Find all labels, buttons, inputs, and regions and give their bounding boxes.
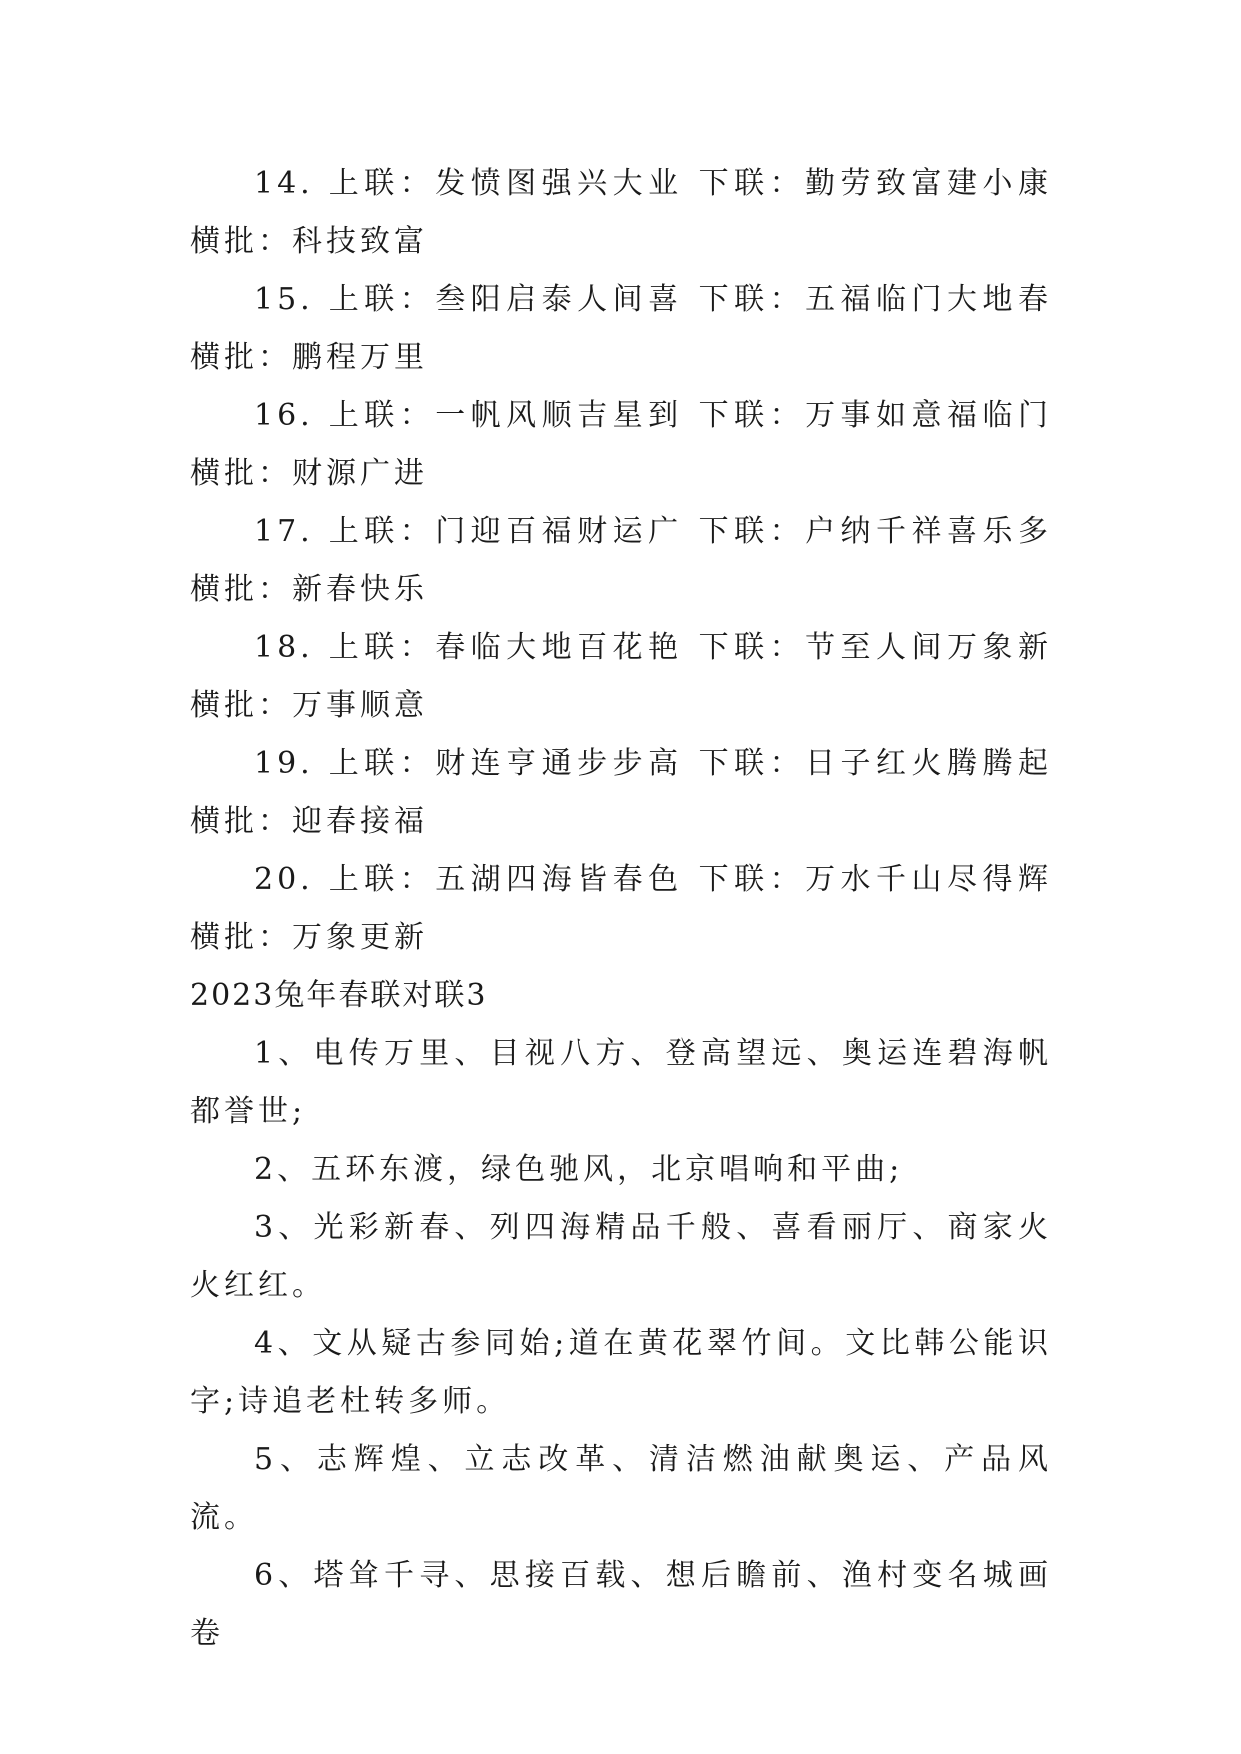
couplet-item-3: 3、光彩新春、列四海精品千般、喜看丽厅、商家火火红红。	[190, 1210, 1052, 1303]
document-body	[190, 155, 1052, 1663]
couplet-item-4: 4、文从疑古参同始;道在黄花翠竹间。文比韩公能识字;诗追老杜转多师。	[190, 1326, 1052, 1419]
couplet-paragraph-16: 16. 上联：一帆风顺吉星到 下联：万事如意福临门 横批：财源广进	[190, 398, 1052, 491]
couplet-paragraph-14: 14. 上联：发愤图强兴大业 下联：勤劳致富建小康 横批：科技致富	[190, 166, 1052, 259]
couplet-paragraph-19: 19. 上联：财连亨通步步高 下联：日子红火腾腾起 横批：迎春接福	[190, 746, 1052, 839]
couplet-paragraph-18: 18. 上联：春临大地百花艳 下联：节至人间万象新 横批：万事顺意	[190, 630, 1052, 723]
couplet-item-2: 2、五环东渡，绿色驰风，北京唱响和平曲;	[254, 1152, 904, 1187]
couplet-item-5: 5、志辉煌、立志改革、清洁燃油献奥运、产品风流。	[190, 1442, 1052, 1535]
section-heading: 2023兔年春联对联3	[190, 978, 488, 1013]
couplet-paragraph-17: 17. 上联：门迎百福财运广 下联：户纳千祥喜乐多 横批：新春快乐	[190, 514, 1052, 607]
couplet-item-1: 1、电传万里、目视八方、登高望远、奥运连碧海帆都誉世;	[190, 1036, 1052, 1129]
couplet-item-6: 6、塔耸千寻、思接百载、想后瞻前、渔村变名城画卷	[190, 1558, 1052, 1651]
couplet-paragraph-15: 15. 上联：叁阳启泰人间喜 下联：五福临门大地春 横批：鹏程万里	[190, 282, 1052, 375]
couplet-paragraph-20: 20. 上联：五湖四海皆春色 下联：万水千山尽得辉 横批：万象更新	[190, 862, 1052, 955]
